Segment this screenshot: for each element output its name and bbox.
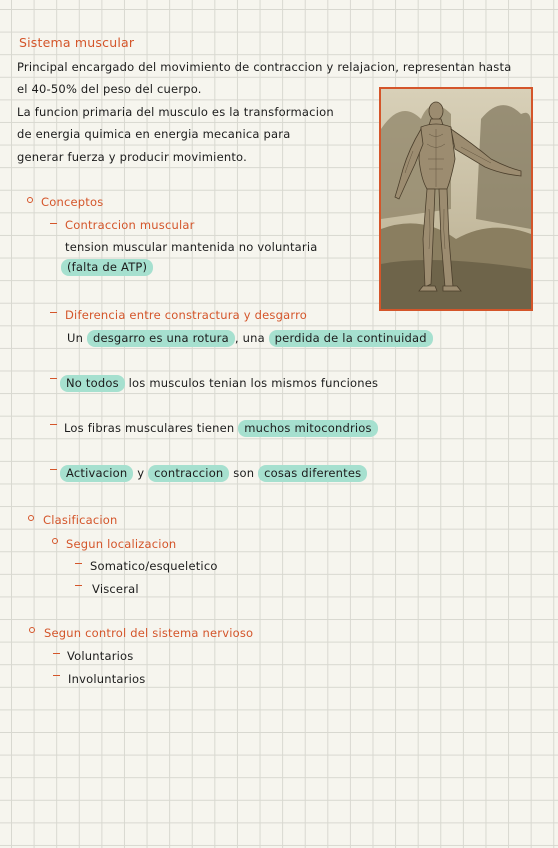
control-item-voluntarios: Voluntarios — [67, 649, 134, 663]
intro-line-3: La funcion primaria del musculo es la transformacion — [17, 105, 334, 119]
highlight-perdida-continuidad: perdida de la continuidad — [269, 330, 433, 347]
highlight-falta-atp: (falta de ATP) — [61, 259, 153, 276]
diferencia-line — [67, 333, 433, 345]
highlight-mitocondrios: muchos mitocondrios — [238, 420, 377, 437]
highlight-cosas-diferentes: cosas diferentes — [258, 465, 367, 482]
anatomy-engraving-image — [379, 87, 533, 311]
dash-icon — [53, 675, 60, 676]
highlight-desgarro-rotura: desgarro es una rotura — [87, 330, 235, 347]
activacion-son: son — [233, 466, 255, 480]
highlight-activacion: Activacion — [60, 465, 133, 482]
section-heading-clasificacion: Clasificacion — [43, 513, 118, 527]
highlight-no-todos: No todos — [60, 375, 125, 392]
subheading-segun-localizacion: Segun localizacion — [66, 537, 177, 551]
dash-icon — [50, 223, 57, 224]
dash-icon — [50, 312, 57, 313]
bullet-icon — [27, 197, 33, 203]
section-heading-conceptos: Conceptos — [41, 195, 104, 209]
dash-icon — [75, 585, 82, 586]
subheading-diferencia: Diferencia entre constractura y desgarro — [65, 308, 307, 322]
diferencia-mid: , una — [234, 331, 265, 345]
bullet-icon — [29, 627, 35, 633]
contraccion-note — [61, 262, 153, 274]
control-item-involuntarios: Involuntarios — [68, 672, 146, 686]
page-title: Sistema muscular — [19, 35, 135, 50]
subheading-segun-control: Segun control del sistema nervioso — [44, 626, 254, 640]
activacion-line — [60, 468, 367, 480]
funciones-rest: los musculos tenian los mismos funciones — [128, 376, 379, 390]
bullet-icon — [28, 515, 34, 521]
bullet-icon — [52, 538, 58, 544]
intro-line-4: de energia quimica en energia mecanica para — [17, 127, 291, 141]
intro-line-1: Principal encargado del movimiento de contraccion y relajacion, representan hasta — [17, 60, 512, 74]
dash-icon — [50, 424, 57, 425]
fibras-line — [64, 423, 378, 435]
highlight-contraccion: contraccion — [148, 465, 229, 482]
muscle-figure-illustration — [381, 89, 531, 309]
dash-icon — [50, 469, 57, 470]
intro-line-5: generar fuerza y producir movimiento. — [17, 150, 247, 164]
funciones-line — [60, 378, 378, 390]
contraccion-description: tension muscular mantenida no voluntaria — [65, 240, 318, 254]
dash-icon — [53, 653, 60, 654]
dash-icon — [50, 378, 57, 379]
dash-icon — [75, 563, 82, 564]
localizacion-item-visceral: Visceral — [92, 582, 139, 596]
fibras-pre: Los fibras musculares tienen — [64, 421, 235, 435]
diferencia-pre: Un — [67, 331, 84, 345]
intro-line-2: el 40-50% del peso del cuerpo. — [17, 82, 202, 96]
localizacion-item-somatico: Somatico/esqueletico — [90, 559, 218, 573]
activacion-y: y — [137, 466, 145, 480]
subheading-contraccion-muscular: Contraccion muscular — [65, 218, 195, 232]
